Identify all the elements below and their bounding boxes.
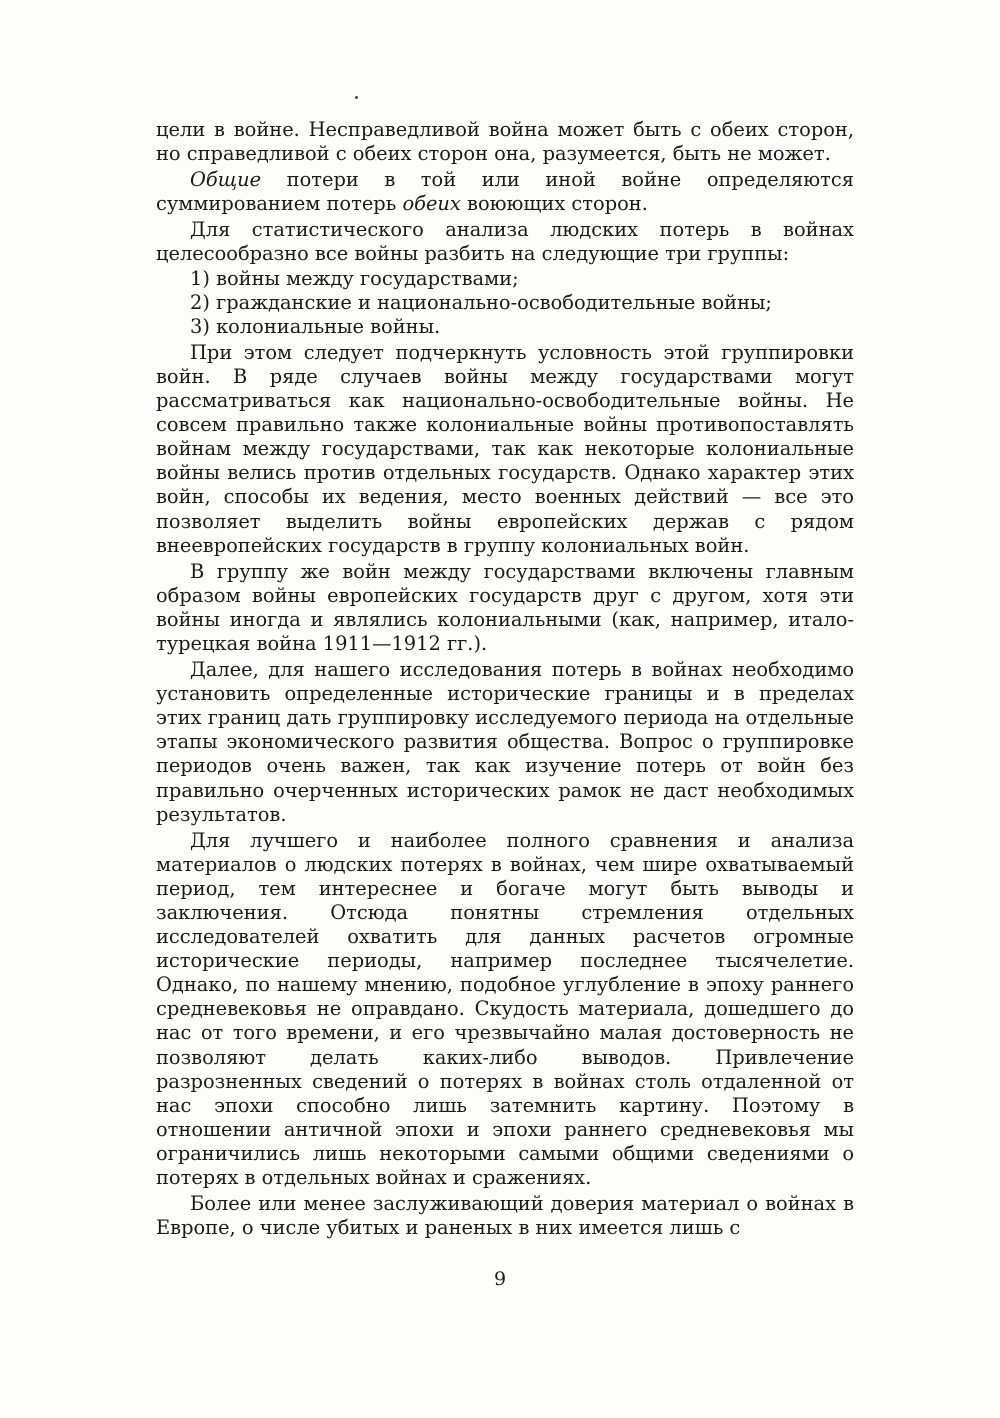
paragraph-interstate-wars: В группу же войн между государствами включены главным образом войны европейских государств друг с другом, хотя эти войны иногда и являлись колониальными (как, например, итало-турецкая война 1911—1912 гг.).	[156, 559, 854, 655]
page-number: 9	[493, 1268, 507, 1290]
emphasis-general: Общие	[190, 168, 262, 192]
list-item: 2) гражданские и национально-освободительные войны;	[190, 290, 772, 314]
list-item: 3) колониальные войны.	[190, 314, 441, 338]
paragraph-historical-boundaries: Далее, для нашего исследования потерь в войнах необходимо установить определенные исторические границы и в пределах этих границ дать группировку исследуемого периода на отдельные этапы экономического развития общества. Вопрос о группировке периодов очень важен, так как изучение потерь от войн без правильно очерченных исторических рамок не даст необходимых результатов.	[156, 658, 854, 826]
emphasis-both: обеих	[402, 192, 461, 216]
print-speck	[355, 96, 358, 99]
paragraph-continuation: цели в войне. Несправедливой война может быть с обеих сторон, но справедливой с обеих сторон она, разумеется, быть не может.	[156, 118, 854, 166]
paragraph-text: потери в той или иной войне определяются суммированием потерь	[156, 168, 854, 216]
paragraph-text: воюющих сторон.	[460, 192, 648, 216]
paragraph-grouping-conditionality: При этом следует подчеркнуть условность этой группировки войн. В ряде случаев войны между государствами могут рассматриваться как национально-освободительные войны. Не совсем правильно также колониальные войны противопоставлять войнам между государствами, так как некоторые колониальные войны велись против отдельных государств. Однако характер этих войн, способы их ведения, место военных действий — все это позволяет выделить войны европейских держав с рядом внеевропейских государств в группу колониальных войн.	[156, 340, 854, 557]
paragraph-total-losses	[156, 168, 854, 216]
list-item: 1) войны между государствами;	[190, 266, 519, 290]
paragraph-grouping-intro: Для статистического анализа людских потерь в войнах целесообразно все войны разбить на следующие три группы:	[156, 218, 854, 266]
page-body-text	[156, 118, 854, 1240]
paragraph-reliable-material: Более или менее заслуживающий доверия материал о войнах в Европе, о числе убитых и раненых в них имеется лишь с	[156, 1192, 854, 1240]
paragraph-comparison-period: Для лучшего и наиболее полного сравнения и анализа материалов о людских потерях в войнах, чем шире охватываемый период, тем интереснее и богаче могут быть выводы и заключения. Отсюда понятны стремления отдельных исследователей охватить для данных расчетов огромные исторические периоды, например последнее тысячелетие. Однако, по нашему мнению, подобное углубление в эпоху раннего средневековья не оправдано. Скудость материала, дошедшего до нас от того времени, и его чрезвычайно малая достоверность не позволяют делать каких-либо выводов. Привлечение разрозненных сведений о потерях в войнах столь отдаленной от нас эпохи способно лишь затемнить картину. Поэтому в отношении античной эпохи и эпохи раннего средневековья мы ограничились лишь некоторыми самыми общими сведениями о потерях в отдельных войнах и сражениях.	[156, 828, 854, 1190]
